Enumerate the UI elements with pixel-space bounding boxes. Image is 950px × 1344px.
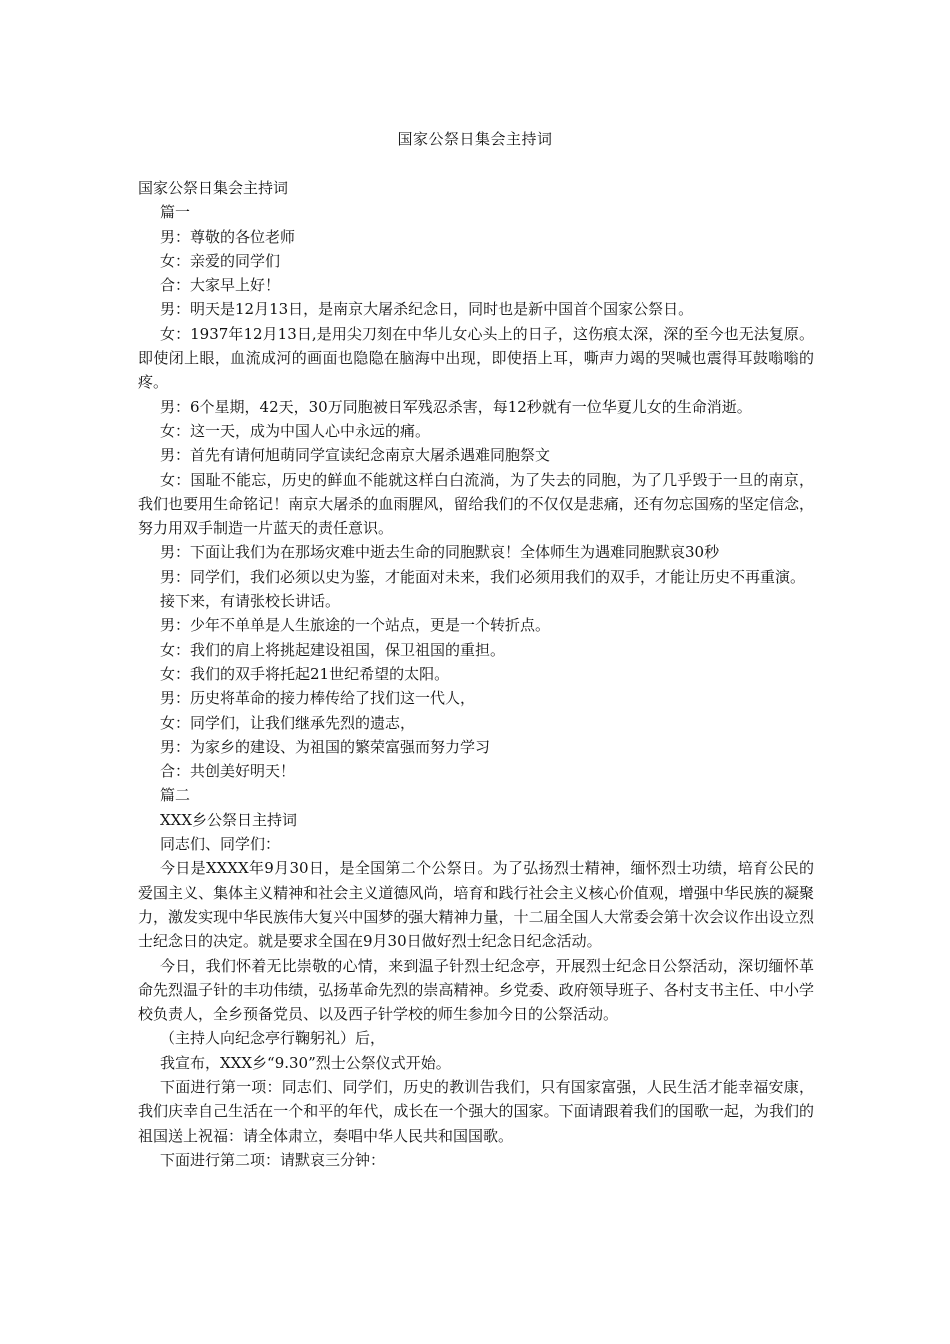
- paragraph: 今日，我们怀着无比崇敬的心情，来到温子针烈士纪念亭，开展烈士纪念日公祭活动，深切缅怀革命先烈温子针的丰功伟绩，弘扬革命先烈的崇高精神。乡党委、政府领导班子、各村支书主任、中小学校负责人，全乡预备党员、以及西子针学校的师生参加今日的公祭活动。: [138, 956, 814, 1024]
- paragraph: 合：共创美好明天！: [160, 762, 296, 781]
- paragraph: 合：大家早上好！: [160, 276, 281, 295]
- paragraph: 女：我们的肩上将挑起建设祖国，保卫祖国的重担。: [160, 640, 506, 659]
- paragraph: 今日是XXXX年9月30日，是全国第二个公祭日。为了弘扬烈士精神，缅怀烈士功绩，培育公民的爱国主义、集体主义精神和社会主义道德风尚，培育和践行社会主义核心价值观，增强中华民族的凝聚力，激发实现中华民族伟大复兴中国梦的强大精神力量，十二届全国人大常委会第十次会议作出设立烈士纪念日的决定。就是要求全国在9月30日做好烈士纪念日纪念活动。: [138, 859, 814, 951]
- paragraph: 男：首先有请何旭萌同学宣读纪念南京大屠杀遇难同胞祭文: [160, 446, 551, 465]
- document-title: 国家公祭日集会主持词: [397, 130, 553, 148]
- paragraph: 女：同学们，让我们继承先烈的遗志，: [160, 713, 416, 732]
- paragraph: 男：6个星期，42天，30万同胞被日军残忍杀害，每12秒就有一位华夏儿女的生命消逝。: [160, 397, 752, 416]
- paragraph: 男：为家乡的建设、为祖国的繁荣富强而努力学习: [160, 737, 491, 756]
- paragraph: 女：亲爱的同学们: [160, 251, 281, 270]
- body-heading: 国家公祭日集会主持词: [138, 179, 289, 197]
- paragraph: 同志们、同学们：: [160, 835, 281, 854]
- section-heading: 篇二: [160, 786, 191, 805]
- section-heading: 篇一: [160, 203, 191, 222]
- paragraph: 男：尊敬的各位老师: [160, 227, 296, 246]
- paragraph: 接下来，有请张校长讲话。: [160, 592, 341, 611]
- paragraph: 男：下面让我们为在那场灾难中逝去生命的同胞默哀！全体师生为遇难同胞默哀30秒: [160, 543, 720, 562]
- paragraph: 女：国耻不能忘，历史的鲜血不能就这样白白流淌，为了失去的同胞，为了几乎毁于一旦的南京，我们也要用生命铭记！南京大屠杀的血雨腥风，留给我们的不仅仅是悲痛，还有勿忘国殇的坚定信念，努力用双手制造一片蓝天的责任意识。: [138, 470, 814, 538]
- paragraph: （主持人向纪念亭行鞠躬礼）后，: [160, 1029, 386, 1048]
- paragraph: 女：这一天，成为中国人心中永远的痛。: [160, 421, 431, 440]
- paragraph: XXX乡公祭日主持词: [160, 810, 298, 829]
- paragraph: 男：明天是12月13日，是南京大屠杀纪念日，同时也是新中国首个国家公祭日。: [160, 300, 694, 319]
- paragraph: 女：1937年12月13日,是用尖刀刻在中华儿女心头上的日子，这伤痕太深，深的至今也无法复原。即使闭上眼，血流成河的画面也隐隐在脑海中出现，即使捂上耳，嘶声力竭的哭喊也震得耳鼓嗡嗡的疼。: [138, 324, 814, 392]
- paragraph: 我宣布，XXX乡“9.30”烈士公祭仪式开始。: [160, 1053, 451, 1072]
- document-body: [138, 176, 814, 1172]
- paragraph: 男：少年不单单是人生旅途的一个站点，更是一个转折点。: [160, 616, 551, 635]
- paragraph: 男：同学们，我们必须以史为鉴，才能面对未来，我们必须用我们的双手，才能让历史不再重演。: [160, 567, 806, 586]
- paragraph: 男：历史将革命的接力棒传给了找们这一代人，: [160, 689, 476, 708]
- paragraph: 下面进行第一项：同志们、同学们，历史的教训告我们，只有国家富强，人民生活才能幸福安康，我们庆幸自己生活在一个和平的年代，成长在一个强大的国家。下面请跟着我们的国歌一起，为我们的祖国送上祝福：请全体肃立，奏唱中华人民共和国国歌。: [138, 1077, 814, 1145]
- paragraph: 女：我们的双手将托起21世纪希望的太阳。: [160, 664, 450, 683]
- paragraph: 下面进行第二项：请默哀三分钟：: [160, 1150, 386, 1169]
